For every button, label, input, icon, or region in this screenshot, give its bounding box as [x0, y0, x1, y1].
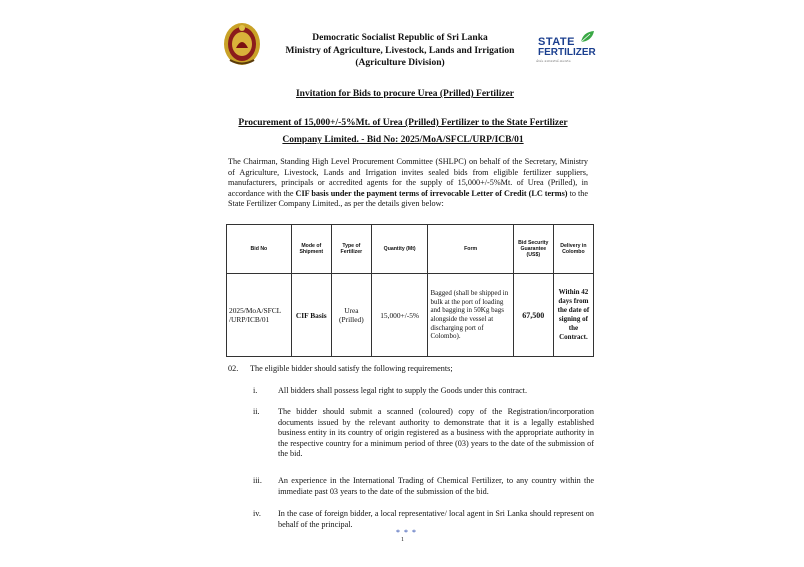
- requirement-number: i.: [253, 386, 258, 395]
- intro-paragraph: [228, 157, 588, 210]
- section-number: 02.: [228, 364, 239, 373]
- col-header-security: Bid Security Guarantee (US$): [513, 225, 553, 274]
- cell-mode: CIF Basis: [291, 274, 331, 357]
- col-header-delivery: Delivery in Colombo: [553, 225, 593, 274]
- page-separator: * * *: [396, 528, 417, 537]
- requirement-number: iii.: [253, 476, 262, 485]
- logo-text-fertilizer: FERTILIZER: [538, 47, 596, 58]
- cell-type: Urea (Prilled): [331, 274, 371, 357]
- leaf-icon: [579, 30, 595, 44]
- intro-text-1: The Chairman, Standing High Level Procurement Committee (SHLPC) on behalf of the Secretary, Ministry of Agriculture, Livestock, Lands and Irrigation invites sealed bids from eligible fertilizer suppliers, manufacturers, principals or accredited agents for the supply of 15,000+/-5%Mt. of Urea (Prilled), in accordance with the: [228, 157, 588, 198]
- page-title: Invitation for Bids to procure Urea (Prilled) Fertilizer: [295, 89, 515, 99]
- requirement-text: An experience in the International Trading of Chemical Fertilizer, to any country within the immediate past 03 years to the date of the submission of the bid.: [278, 476, 594, 496]
- table-row: [227, 274, 594, 357]
- intro-text-2: to the State Fertilizer Company Limited., as per the details given below:: [228, 188, 589, 209]
- requirements-intro-text: The eligible bidder should satisfy the following requirements;: [250, 364, 453, 373]
- col-header-bid-no: Bid No: [227, 225, 292, 274]
- requirement-text: All bidders shall possess legal right to supply the Goods under this contract.: [278, 386, 528, 395]
- division-name: (Agriculture Division): [355, 58, 445, 68]
- col-header-form: Form: [428, 225, 513, 274]
- state-fertilizer-logo: [532, 28, 602, 64]
- ministry-name: Ministry of Agriculture, Livestock, Lands and Irrigation: [285, 45, 515, 56]
- logo-tagline: රාජ්‍ය පොහොර සමාගම: [536, 59, 571, 63]
- requirements-intro: [228, 364, 453, 373]
- sri-lanka-emblem-icon: [222, 20, 262, 68]
- requirement-text: In the case of foreign bidder, a local representative/ local agent in Sri Lanka should represent on behalf of the principal.: [278, 509, 594, 529]
- requirement-number: iv.: [253, 509, 261, 518]
- intro-bold-terms: CIF basis under the payment terms of irrevocable Letter of Credit (LC terms): [295, 188, 568, 198]
- country-name: Democratic Socialist Republic of Sri Lanka: [312, 33, 488, 43]
- cell-bid-no: 2025/MoA/SFCL /URP/ICB/01: [227, 274, 292, 357]
- bid-details-table: [226, 224, 594, 357]
- cell-quantity: 15,000+/-5%: [371, 274, 428, 357]
- cell-form: Bagged (shall be shipped in bulk at the port of loading and bagging in 50Kg bags alongside the vessel at discharging port of Colombo).: [428, 274, 513, 357]
- cell-security: 67,500: [513, 274, 553, 357]
- letterhead: [270, 32, 530, 70]
- table-header-row: [227, 225, 594, 274]
- requirement-number: ii.: [253, 407, 260, 416]
- cell-delivery: Within 42 days from the date of signing of the Contract.: [553, 274, 593, 357]
- page-number: 1: [401, 537, 404, 543]
- requirement-text: The bidder should submit a scanned (coloured) copy of the Registration/incorporation documents issued by the relevant authority to demonstrate that it is a legally established business entity in its country of origin registered as a business with the appropriate authority in the respective country for a minimum period of three (03) years to the date of the submission of the bid.: [278, 407, 594, 459]
- procurement-subtitle: Procurement of 15,000+/-5%Mt. of Urea (Prilled) Fertilizer to the State Fertilizer Company Limited. - Bid No: 2025/MoA/SFCL/URP/ICB/01: [238, 118, 568, 145]
- logo-text-state: STATE: [538, 36, 575, 48]
- col-header-mode: Mode of Shipment: [291, 225, 331, 274]
- col-header-quantity: Quantity (Mt): [371, 225, 428, 274]
- col-header-type: Type of Fertilizer: [331, 225, 371, 274]
